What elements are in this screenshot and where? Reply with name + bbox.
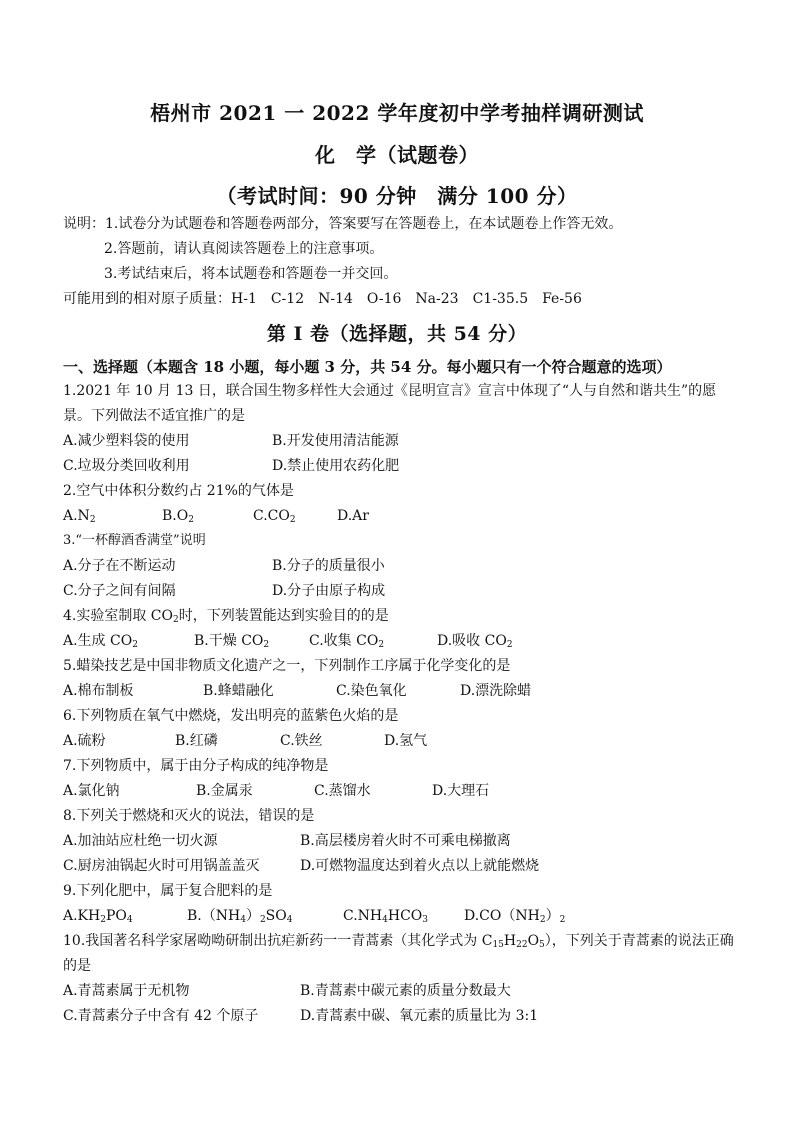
q8-option-a: A.加油站应杜绝一切火源	[63, 833, 218, 849]
q7-option-b: B.金属汞	[196, 783, 253, 799]
q6-option-b: B.红磷	[175, 733, 218, 749]
q7-option-c: C.蒸馏水	[314, 783, 371, 799]
q10-stem-line1: 10.我国著名科学家屠呦呦研制出抗疟新药一一青蒿素（其化学式为 $C_{15}H_{22}O_5$），下列关于青蒿素的说法正确	[63, 933, 734, 950]
note-line-2: 2.答题前，请认真阅读答题卷上的注意事项。	[104, 241, 384, 257]
q8-option-b: B.高层楼房着火时不可乘电梯撤离	[300, 833, 511, 849]
section-heading: 一、选择题（本题含 18 小题，每小题 3 分，共 54 分。每小题只有一个符合题意的选项）	[63, 358, 672, 376]
q6-option-a: A.硫粉	[63, 733, 106, 749]
q4-stem: 4.实验室制取 $CO_2$时，下列装置能达到实验目的的是	[63, 608, 389, 625]
part1-heading: 第 I 卷（选择题，共 54 分）	[266, 323, 528, 345]
exam-title: 梧州市 2021 一 2022 学年度初中学考抽样调研测试	[150, 101, 644, 125]
q3-option-a: A.分子在不断运动	[63, 558, 176, 574]
q9-option-c: $C.NH_4HCO_3$	[343, 908, 428, 925]
q3-option-d: D.分子由原子构成	[272, 583, 386, 599]
q10-option-b: B.青蒿素中碳元素的质量分数最大	[300, 983, 511, 999]
q7-stem: 7.下列物质中，属于由分子构成的纯净物是	[63, 758, 329, 774]
q1-option-d: D.禁止使用农药化肥	[272, 458, 400, 474]
q8-option-c: C.厨房油锅起火时可用锅盖盖灭	[63, 858, 260, 874]
q1-option-c: C.垃圾分类回收利用	[63, 458, 190, 474]
q5-stem: 5.蜡染技艺是中国非物质文化遗产之一，下列制作工序属于化学变化的是	[63, 658, 511, 674]
q1-option-b: B.开发使用清洁能源	[272, 433, 399, 449]
q3-option-c: C.分子之间有间隔	[63, 583, 176, 599]
q8-option-d: D.可燃物温度达到着火点以上就能燃烧	[300, 858, 540, 874]
q5-option-b: B.蜂蜡融化	[203, 683, 274, 699]
q3-option-b: B.分子的质量很小	[272, 558, 385, 574]
q8-stem: 8.下列关于燃烧和灭火的说法，错误的是	[63, 808, 315, 824]
q2-option-d: D.Ar	[337, 508, 369, 524]
atomic-masses: 可能用到的相对原子质量：H-1 C-12 N-14 O-16 Na-23 C1-35.5 Fe-56	[63, 291, 582, 307]
q10-stem-line2: 的是	[63, 958, 91, 974]
q5-option-a: A.棉布制板	[63, 683, 134, 699]
note-line-1: 说明：1.试卷分为试题卷和答题卷两部分，答案要写在答题卷上，在本试题卷上作答无效。	[63, 216, 623, 232]
q10-option-a: A.青蒿素属于无机物	[63, 983, 190, 999]
q1-stem-line2: 景。下列做法不适宜推广的是	[63, 408, 245, 424]
q2-option-b: $B.O_2$	[162, 508, 194, 525]
exam-time-info: （考试时间：90 分钟 满分 100 分）	[216, 184, 578, 208]
q4-option-d: D.吸收 $CO_2$	[437, 633, 513, 650]
q6-option-c: C.铁丝	[280, 733, 323, 749]
q2-option-c: $C.CO_2$	[253, 508, 296, 525]
q9-option-b: $B.(NH_4)_2SO_4$	[187, 908, 293, 925]
q6-stem: 6.下列物质在氧气中燃烧，发出明亮的蓝紫色火焰的是	[63, 708, 399, 724]
note-line-3: 3.考试结束后，将本试题卷和答题卷一并交回。	[104, 266, 398, 282]
q6-option-d: D.氢气	[384, 733, 428, 749]
q7-option-a: A.氯化钠	[63, 783, 120, 799]
q9-option-d: $D.CO(NH_2)_2$	[464, 908, 566, 925]
q2-stem: 2.空气中体积分数约占 21%的气体是	[63, 483, 294, 499]
q9-stem: 9.下列化肥中，属于复合肥料的是	[63, 883, 273, 899]
q5-option-c: C.染色氧化	[336, 683, 407, 699]
q5-option-d: D.漂洗除蜡	[460, 683, 532, 699]
subject-title: 化 学（试题卷）	[315, 143, 479, 167]
q1-option-a: A.减少塑料袋的使用	[63, 433, 190, 449]
q10-option-c: C.青蒿素分子中含有 42 个原子	[63, 1008, 259, 1024]
q4-option-c: C.收集 $CO_2$	[309, 633, 385, 650]
q1-stem-line1: 1.2021 年 10 月 13 日，联合国生物多样性大会通过《昆明宣言》宣言中体现了“人与自然和谐共生”的愿	[63, 383, 717, 399]
q9-option-a: $A.KH_2PO_4$	[63, 908, 133, 925]
q10-option-d: D.青蒿素中碳、氧元素的质量比为 3:1	[300, 1008, 539, 1024]
q2-option-a: $A.N_2$	[63, 508, 96, 525]
q3-stem: 3.“一杯醇酒香满堂”说明	[63, 533, 206, 548]
q7-option-d: D.大理石	[432, 783, 490, 799]
q4-option-a: A.生成 $CO_2$	[63, 633, 138, 650]
q4-option-b: B.干燥 $CO_2$	[194, 633, 270, 650]
